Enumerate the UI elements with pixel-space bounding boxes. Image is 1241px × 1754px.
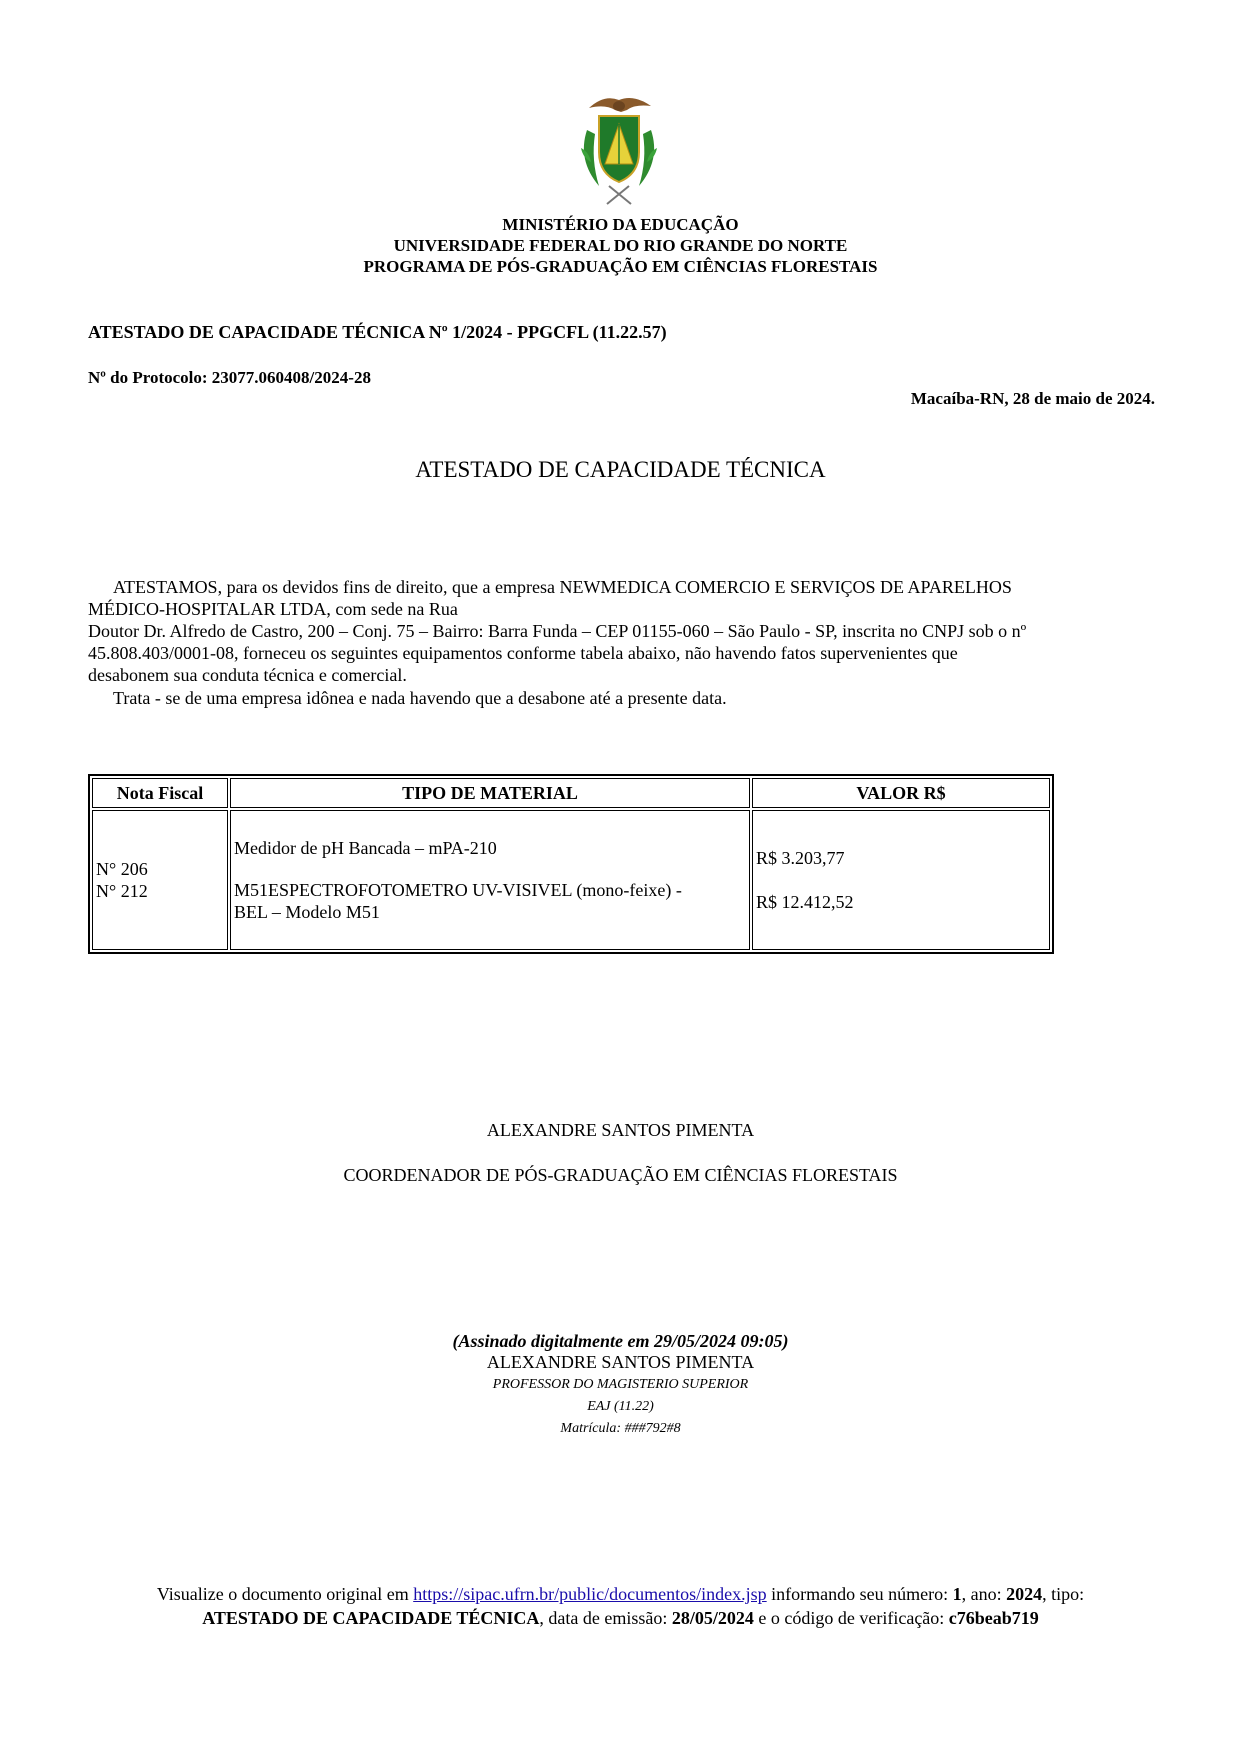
footer-text: , tipo: bbox=[1042, 1584, 1085, 1604]
footer-text: e o código de verificação: bbox=[758, 1608, 945, 1628]
material-item: Medidor de pH Bancada – mPA-210 bbox=[234, 838, 497, 858]
document-number: ATESTADO DE CAPACIDADE TÉCNICA Nº 1/2024 - PPGCFL (11.22.57) bbox=[88, 322, 667, 342]
signer-unit: EAJ (11.22) bbox=[587, 1399, 654, 1414]
digital-signature-stamp: (Assinado digitalmente em 29/05/2024 09:05) bbox=[452, 1331, 789, 1351]
footer-ano: 2024 bbox=[1006, 1584, 1043, 1604]
verification-link[interactable]: https://sipac.ufrn.br/public/documentos/index.jsp bbox=[413, 1584, 767, 1604]
footer-text: , data de emissão: bbox=[539, 1608, 668, 1628]
signer-name: ALEXANDRE SANTOS PIMENTA bbox=[486, 1120, 755, 1140]
ufrn-seal-logo bbox=[569, 90, 669, 208]
footer-line-2 bbox=[0, 1606, 1241, 1630]
footer-tipo: ATESTADO DE CAPACIDADE TÉCNICA bbox=[202, 1608, 540, 1628]
header-nota-fiscal: Nota Fiscal bbox=[92, 778, 228, 808]
body-paragraph-line: 45.808.403/0001-08, forneceu os seguintes equipamentos conforme tabela abaixo, não havendo fatos supervenientes que bbox=[88, 643, 958, 663]
body-paragraph-line: ATESTAMOS, para os devidos fins de direito, que a empresa NEWMEDICA COMERCIO E SERVIÇOS DE APARELHOS bbox=[113, 577, 1012, 597]
header-tipo-material: TIPO DE MATERIAL bbox=[230, 778, 750, 808]
footer-line-1 bbox=[0, 1582, 1241, 1606]
page-title: ATESTADO DE CAPACIDADE TÉCNICA bbox=[415, 457, 826, 482]
cell-valor bbox=[752, 810, 1050, 950]
footer-data: 28/05/2024 bbox=[671, 1608, 754, 1628]
nf-number: N° 206 bbox=[96, 859, 148, 879]
signer-position: PROFESSOR DO MAGISTERIO SUPERIOR bbox=[492, 1377, 749, 1392]
footer-text: Visualize o documento original em bbox=[156, 1584, 409, 1604]
nf-number: N° 212 bbox=[96, 881, 148, 901]
signer-role: COORDENADOR DE PÓS-GRADUAÇÃO EM CIÊNCIAS FLORESTAIS bbox=[343, 1165, 898, 1185]
header-university: UNIVERSIDADE FEDERAL DO RIO GRANDE DO NORTE bbox=[393, 236, 848, 255]
footer-codigo: c76beab719 bbox=[948, 1608, 1039, 1628]
footer-numero: 1 bbox=[952, 1584, 962, 1604]
equipment-table bbox=[88, 774, 1054, 954]
material-item: BEL – Modelo M51 bbox=[234, 902, 380, 922]
body-paragraph-line: Doutor Dr. Alfredo de Castro, 200 – Conj. 75 – Bairro: Barra Funda – CEP 01155-060 – São Paulo - SP, inscrita no CNPJ sob o nº bbox=[88, 621, 1027, 641]
document-date: Macaíba-RN, 28 de maio de 2024. bbox=[910, 389, 1155, 408]
body-paragraph-second: Trata - se de uma empresa idônea e nada havendo que a desabone até a presente data. bbox=[113, 688, 727, 708]
footer-text: , ano: bbox=[961, 1584, 1002, 1604]
value-item: R$ 12.412,52 bbox=[756, 892, 854, 912]
cell-nota-fiscal bbox=[92, 810, 228, 950]
value-item: R$ 3.203,77 bbox=[756, 848, 845, 868]
body-paragraph-line: desabonem sua conduta técnica e comercial. bbox=[88, 665, 407, 685]
header-program: PROGRAMA DE PÓS-GRADUAÇÃO EM CIÊNCIAS FLORESTAIS bbox=[363, 257, 878, 276]
body-paragraph-line: MÉDICO-HOSPITALAR LTDA, com sede na Rua bbox=[88, 599, 458, 619]
protocol-number: Nº do Protocolo: 23077.060408/2024-28 bbox=[88, 368, 371, 387]
table-header-row bbox=[92, 778, 1050, 808]
header-valor: VALOR R$ bbox=[752, 778, 1050, 808]
signer-name-repeat: ALEXANDRE SANTOS PIMENTA bbox=[486, 1352, 755, 1372]
table-row bbox=[92, 810, 1050, 950]
material-item: M51ESPECTROFOTOMETRO UV-VISIVEL (mono-feixe) - bbox=[234, 880, 682, 900]
cell-material bbox=[230, 810, 750, 950]
header-ministry: MINISTÉRIO DA EDUCAÇÃO bbox=[502, 215, 739, 234]
footer-text: informando seu número: bbox=[771, 1584, 949, 1604]
signer-matricula: Matrícula: ###792#8 bbox=[560, 1421, 681, 1436]
